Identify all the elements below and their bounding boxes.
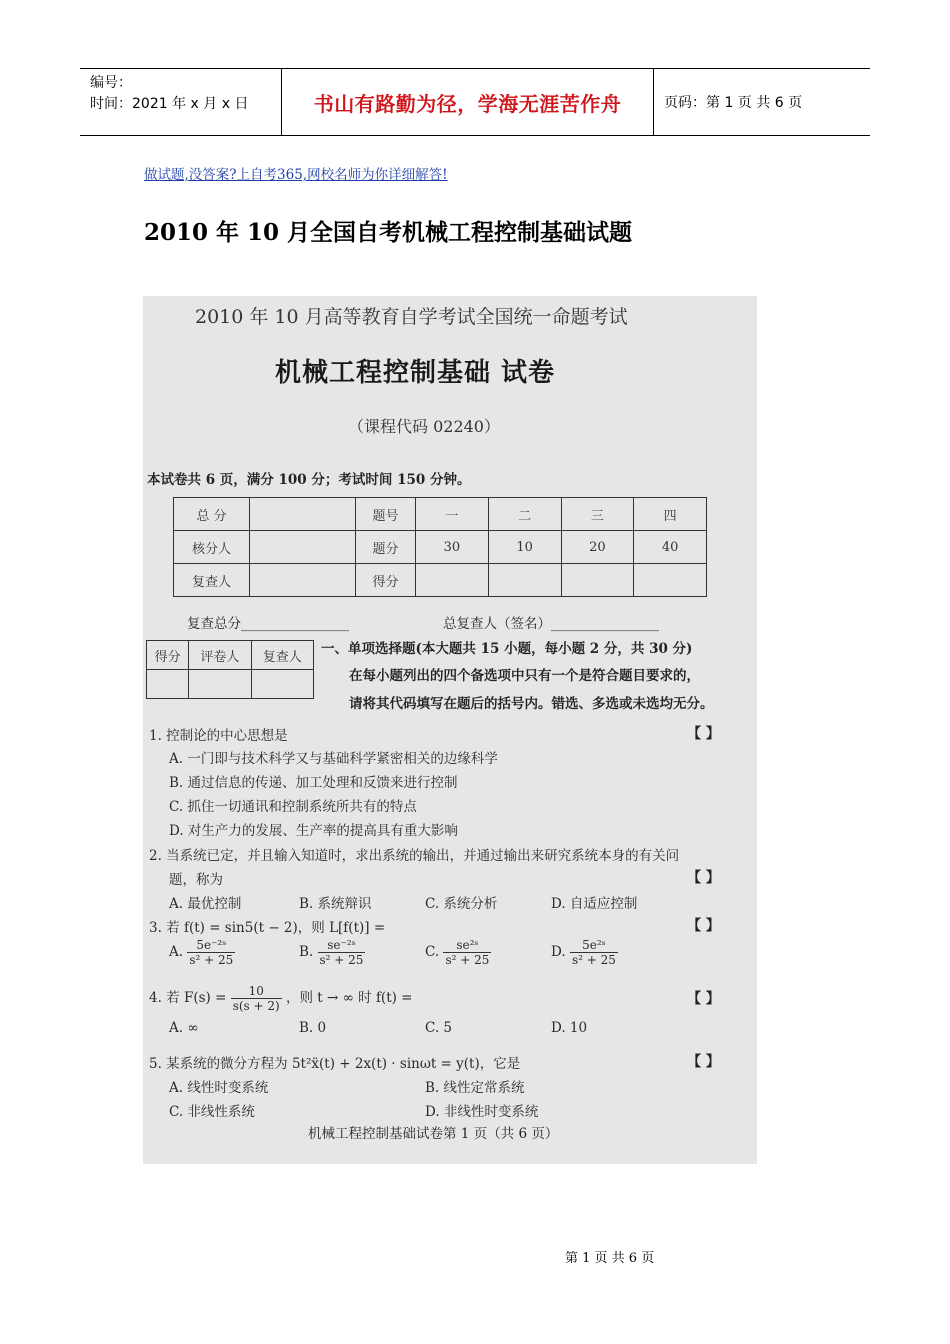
fraction-denominator: s² + 25	[571, 953, 616, 967]
question-1-option-a: A. 一门即与技术科学又与基础科学紧密相关的边缘科学	[169, 751, 498, 767]
question-5-stem: 5. 某系统的微分方程为 5t²ẍ(t) + 2x(t) · sinωt = y(t)，它是	[149, 1056, 521, 1072]
answer-bracket: 【 】	[687, 1054, 720, 1070]
table-cell: 10	[488, 531, 561, 564]
exam-page-footer: 机械工程控制基础试卷第 1 页（共 6 页）	[308, 1126, 559, 1142]
review-total: 复查总分________________	[187, 616, 349, 632]
option-label: A.	[169, 944, 184, 960]
section1-instruction: 在每小题列出的四个备选项中只有一个是符合题目要求的，	[349, 668, 700, 684]
question-2-option-b: B. 系统辩识	[299, 896, 372, 912]
table-cell	[251, 670, 313, 699]
header-motto: 书山有路勤为径，学海无涯苦作舟	[282, 69, 654, 135]
fraction-numerator: se²ˢ	[443, 938, 491, 953]
fraction	[570, 938, 618, 967]
course-code: （课程代码 02240）	[348, 417, 500, 436]
exam-heading: 2010 年 10 月高等教育自学考试全国统一命题考试	[195, 306, 628, 328]
table-cell	[189, 670, 251, 699]
fraction	[318, 938, 366, 967]
question-3-option-a	[169, 938, 235, 967]
header-meta	[80, 69, 282, 135]
answer-bracket: 【 】	[687, 726, 720, 742]
question-3-option-d	[551, 938, 618, 967]
question-4-option-b: B. 0	[299, 1020, 327, 1036]
table-cell: 30	[416, 531, 489, 564]
table-cell	[561, 564, 634, 597]
fraction-numerator: 5e²ˢ	[570, 938, 618, 953]
option-label: B.	[299, 944, 314, 960]
page-footer: 第 1 页 共 6 页	[565, 1251, 655, 1266]
table-cell: 核分人	[174, 531, 250, 564]
score-table	[173, 497, 707, 597]
time-label: 时间：2021 年 x 月 x 日	[90, 96, 249, 112]
table-row	[147, 641, 314, 670]
header-page-label: 页码：第 1 页 共 6 页	[664, 95, 803, 111]
question-1-option-d: D. 对生产力的发展、生产率的提高具有重大影响	[169, 823, 458, 839]
table-cell: 复查人	[174, 564, 250, 597]
exam-note: 本试卷共 6 页，满分 100 分；考试时间 150 分钟。	[147, 472, 471, 488]
fraction	[443, 938, 491, 967]
fraction-denominator: s² + 25	[319, 953, 364, 967]
question-3-option-b	[299, 938, 365, 967]
question-5-option-d: D. 非线性时变系统	[425, 1104, 539, 1120]
document-header	[80, 68, 870, 136]
question-4-option-a: A. ∞	[169, 1020, 199, 1036]
stem-suffix: ，则 t → ∞ 时 f(t) =	[286, 990, 413, 1006]
table-row	[174, 531, 707, 564]
exam-subject-title: 机械工程控制基础 试卷	[275, 358, 556, 388]
reviewer-signature: 总复查人（签名）________________	[443, 616, 659, 632]
table-cell: 一	[416, 498, 489, 531]
scanned-exam-page	[143, 296, 757, 1164]
fraction-denominator: s² + 25	[445, 953, 490, 967]
question-2-stem: 2. 当系统已定，并且输入知道时，求出系统的输出，并通过输出来研究系统本身的有关问	[149, 848, 680, 864]
section1-instruction: 请将其代码填写在题后的括号内。错选、多选或未选均无分。	[349, 696, 714, 712]
table-cell	[147, 670, 189, 699]
question-2-option-d: D. 自适应控制	[551, 896, 638, 912]
table-cell: 20	[561, 531, 634, 564]
fraction-denominator: s² + 25	[189, 953, 234, 967]
table-cell: 40	[634, 531, 707, 564]
table-cell	[634, 564, 707, 597]
answer-bracket: 【 】	[687, 918, 720, 934]
table-cell: 评卷人	[189, 641, 251, 670]
question-2-option-c: C. 系统分析	[425, 896, 498, 912]
table-cell: 二	[488, 498, 561, 531]
fraction	[231, 984, 282, 1013]
table-cell: 总 分	[174, 498, 250, 531]
table-cell: 题号	[356, 498, 416, 531]
fraction-denominator: s(s + 2)	[232, 999, 280, 1013]
table-row	[147, 670, 314, 699]
number-label: 编号：	[90, 75, 132, 91]
fraction-numerator: 10	[231, 984, 282, 999]
question-1-option-b: B. 通过信息的传递、加工处理和反馈来进行控制	[169, 775, 458, 791]
option-label: C.	[425, 944, 440, 960]
fraction	[187, 938, 235, 967]
question-1-stem: 1. 控制论的中心思想是	[149, 728, 288, 744]
table-cell	[250, 531, 356, 564]
stem-prefix: 4. 若 F(s) =	[149, 990, 227, 1006]
question-5-option-c: C. 非线性系统	[169, 1104, 255, 1120]
table-row	[174, 498, 707, 531]
fraction-numerator: 5e⁻²ˢ	[187, 938, 235, 953]
question-4-option-d: D. 10	[551, 1020, 588, 1036]
answer-bracket: 【 】	[687, 991, 720, 1007]
table-cell: 得分	[356, 564, 416, 597]
question-2-option-a: A. 最优控制	[169, 896, 242, 912]
question-5-option-a: A. 线性时变系统	[169, 1080, 269, 1096]
table-cell	[488, 564, 561, 597]
question-3-option-c	[425, 938, 491, 967]
table-cell: 复查人	[251, 641, 313, 670]
table-cell	[250, 498, 356, 531]
table-cell: 三	[561, 498, 634, 531]
table-cell	[250, 564, 356, 597]
table-cell: 四	[634, 498, 707, 531]
table-row	[174, 564, 707, 597]
question-5-option-b: B. 线性定常系统	[425, 1080, 525, 1096]
promo-link[interactable]: 做试题,没答案?上自考365,网校名师为你详细解答!	[144, 167, 448, 183]
document-title: 2010 年 10 月全国自考机械工程控制基础试题	[144, 219, 633, 246]
question-3-stem: 3. 若 f(t) = sin5(t − 2)，则 L[f(t)] =	[149, 920, 386, 936]
answer-bracket: 【 】	[687, 870, 720, 886]
section1-title: 一、单项选择题(本大题共 15 小题，每小题 2 分，共 30 分)	[321, 641, 693, 657]
table-cell: 得分	[147, 641, 189, 670]
question-1-option-c: C. 抓住一切通讯和控制系统所共有的特点	[169, 799, 417, 815]
table-cell: 题分	[356, 531, 416, 564]
option-label: D.	[551, 944, 566, 960]
question-2-stem-cont: 题，称为	[169, 872, 223, 888]
table-cell	[416, 564, 489, 597]
question-4-option-c: C. 5	[425, 1020, 453, 1036]
question-4-stem	[149, 984, 413, 1013]
fraction-numerator: se⁻²ˢ	[318, 938, 366, 953]
grader-table	[146, 640, 314, 699]
